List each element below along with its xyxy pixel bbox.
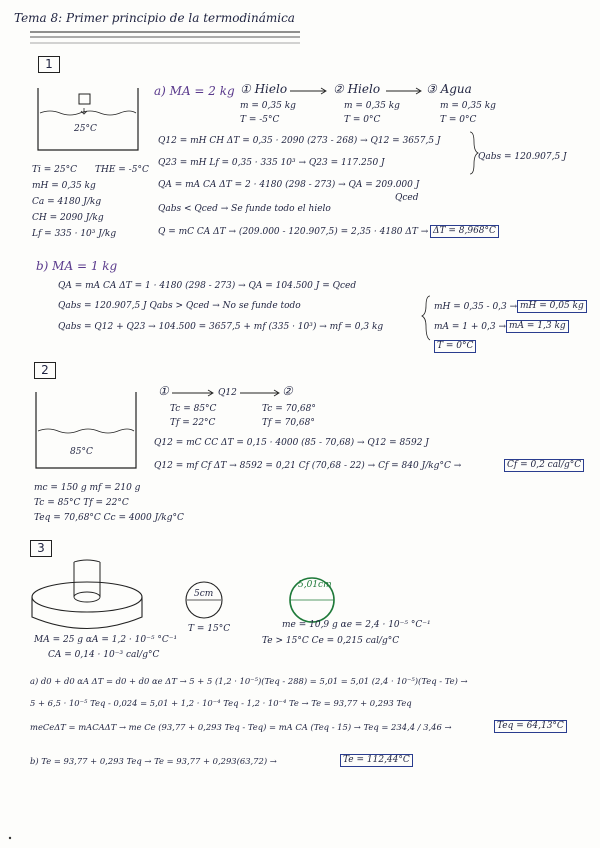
beaker-temp-2: 85°C [70, 447, 93, 457]
state-3-mass: m = 0,35 kg [440, 101, 496, 111]
p2-tf2: Tf = 70,68° [262, 418, 315, 428]
given-mh: mH = 0,35 kg [32, 181, 96, 191]
beaker-1 [38, 88, 138, 150]
p3-result-te: Te = 112,44°C [340, 754, 413, 767]
p2-tc1: Tc = 85°C [170, 404, 217, 414]
eq-b2: Qabs = 120.907,5 J Qabs > Qced → No se funde todo [58, 301, 301, 311]
p3-eq-a2: 5 + 6,5 · 10⁻⁵ Teq - 0,024 = 5,01 + 1,2 · 10⁻⁴ Teq - 1,2 · 10⁻⁴ Te → Te = 93,77 + 0,293 Teq [30, 698, 412, 708]
state-1-temp: T = -5°C [240, 115, 280, 125]
problem-number-1: 1 [38, 56, 60, 73]
p2-state-1: ① [158, 384, 169, 398]
given-ch: CH = 2090 J/kg [32, 213, 104, 223]
state-2: ② Hielo [333, 82, 381, 96]
ring-top [32, 582, 142, 612]
p3-result-teq: Teq = 64,13°C [494, 720, 567, 733]
eq-q12: Q12 = mH CH ΔT = 0,35 · 2090 (273 - 268) → Q12 = 3657,5 J [158, 136, 441, 146]
beaker-temp-1: 25°C [74, 124, 97, 134]
given-the: THE = -5°C [95, 165, 149, 175]
p2-given-temps: Tc = 85°C Tf = 22°C [34, 498, 129, 508]
state-2-mass: m = 0,35 kg [344, 101, 400, 111]
eq-delta: Q = mC CA ΔT → (209.000 - 120.907,5) = 2,35 · 4180 ΔT → [158, 227, 429, 237]
p3-given-te: Te > 15°C Ce = 0,215 cal/g°C [262, 636, 400, 646]
result-t: T = 0°C [434, 340, 476, 353]
state-1-mass: m = 0,35 kg [240, 101, 296, 111]
p2-eq1: Q12 = mC CC ΔT = 0,15 · 4000 (85 - 70,68) → Q12 = 8592 J [154, 438, 429, 448]
p3-given-ca: CA = 0,14 · 10⁻³ cal/g°C [48, 650, 160, 660]
ring-diameter: 5,01cm [298, 580, 332, 590]
p1-b-label: b) MA = 1 kg [36, 259, 118, 273]
page-title: Tema 8: Primer principio de la termodinámica [14, 11, 295, 25]
ice-cube [79, 94, 90, 104]
state-2-temp: T = 0°C [344, 115, 381, 125]
p2-given-masses: mc = 150 g mf = 210 g [34, 483, 141, 493]
given-ti: Ti = 25°C [32, 165, 77, 175]
qabs-total: Qabs = 120.907,5 J [478, 152, 567, 162]
qabs-note: Qabs < Qced → Se funde todo el hielo [158, 204, 331, 214]
p2-tc2: Tc = 70,68° [262, 404, 316, 414]
p2-eq2: Q12 = mf Cf ΔT → 8592 = 0,21 Cf (70,68 - 22) → Cf = 840 J/kg°C → [154, 461, 462, 471]
result-ma-calc: mA = 1 + 0,3 → [434, 322, 506, 332]
p3-ball-temp: T = 15°C [188, 624, 231, 634]
given-ca: Ca = 4180 J/kg [32, 197, 102, 207]
p2-given-teq: Teq = 70,68°C Cc = 4000 J/kg°C [34, 513, 184, 523]
p3-given-ma: MA = 25 g αA = 1,2 · 10⁻⁵ °C⁻¹ [34, 635, 178, 645]
p3-eq-a1: a) d0 + d0 αA ΔT = d0 + d0 αe ΔT → 5 + 5 (1,2 · 10⁻⁵)(Teq - 288) = 5,01 = 5,01 (2,4 · 10⁻⁵)(Teq - Te) → [30, 676, 468, 686]
result-delta-t: ΔT = 8,968°C [430, 225, 499, 238]
state-1: ① Hielo [240, 82, 288, 96]
result-mh: mH = 0,05 kg [517, 300, 587, 313]
problem-number-3: 3 [30, 540, 52, 557]
p2-tf1: Tf = 22°C [170, 418, 216, 428]
result-mh-calc: mH = 0,35 - 0,3 → [434, 302, 518, 312]
p2-q12-label: Q12 [218, 388, 237, 398]
eq-qa: QA = mA CA ΔT = 2 · 4180 (298 - 273) → QA = 209.000 J [158, 180, 420, 190]
result-ma: mA = 1,3 kg [506, 320, 569, 333]
p3-given-me: me = 10,9 g αe = 2,4 · 10⁻⁵ °C⁻¹ [282, 620, 431, 630]
p2-result-cf: Cf = 0,2 cal/g°C [504, 459, 584, 472]
eq-q23: Q23 = mH Lf = 0,35 · 335 10³ → Q23 = 117.250 J [158, 158, 385, 168]
eq-b3: Qabs = Q12 + Q23 → 104.500 = 3657,5 + mf (335 · 10³) → mf = 0,3 kg [58, 322, 384, 332]
p3-eq-b1: b) Te = 93,77 + 0,293 Teq → Te = 93,77 + 0,293(63,72) → [30, 756, 277, 766]
ball-diameter: 5cm [194, 589, 214, 599]
p2-state-2: ② [282, 384, 293, 398]
p1-a-label: a) MA = 2 kg [154, 84, 235, 98]
problem-number-2: 2 [34, 362, 56, 379]
given-lf: Lf = 335 · 10³ J/kg [32, 229, 117, 239]
state-3-temp: T = 0°C [440, 115, 477, 125]
eq-b1: QA = mA CA ΔT = 1 · 4180 (298 - 273) → QA = 104.500 J = Qced [58, 281, 357, 291]
state-3: ③ Agua [426, 82, 472, 96]
qced-label: Qced [395, 193, 419, 203]
p3-eq-a3: meCeΔT = mACAΔT → me Ce (93,77 + 0,293 Teq - Teq) = mA CA (Teq - 15) → Teq = 234,4 / 3,46 → [30, 722, 452, 732]
